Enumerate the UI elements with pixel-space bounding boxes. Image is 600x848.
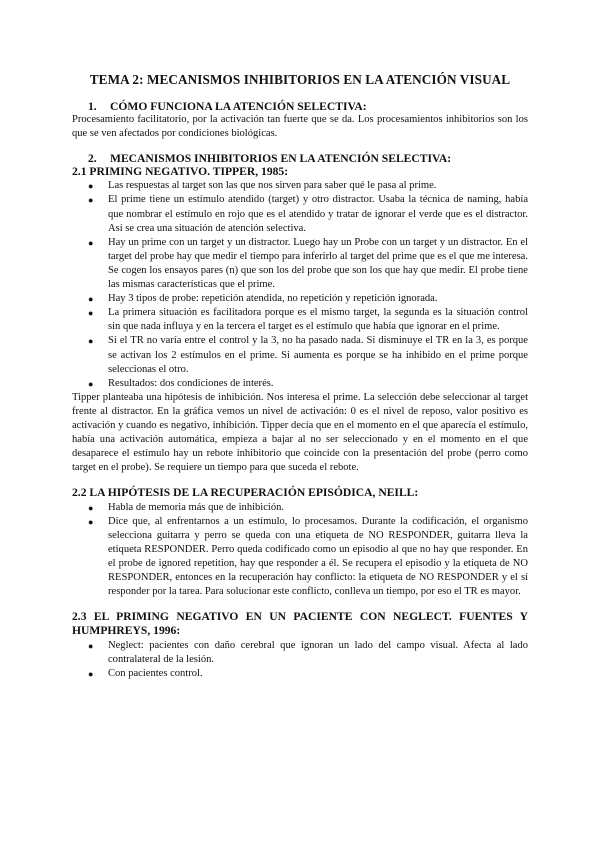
bullet-icon: ● xyxy=(88,640,94,651)
section-2-heading xyxy=(72,152,528,165)
list-item: ● Si el TR no varía entre el control y la 3, no ha pasado nada. Si disminuye el TR en la 3, es porque se activan los 2 estímulos en el prime. Si aumenta es porque se ha inhibido en el prime porque seleccionas el otro. xyxy=(88,335,528,375)
list-item: ● Con pacientes control. xyxy=(72,667,528,681)
list-item: ● Habla de memoria más que de inhibición. xyxy=(72,501,528,515)
subsection-2-3-heading-line-2: HUMPHREYS, 1996: xyxy=(72,624,181,638)
list-item: ● Las respuestas al target son las que nos sirven para saber qué le pasa al prime. xyxy=(72,179,528,193)
bullet-icon: ● xyxy=(88,294,94,305)
document-title: TEMA 2: MECANISMOS INHIBITORIOS EN LA ATENCIÓN VISUAL xyxy=(89,72,511,87)
section-2-number: 2. xyxy=(88,152,97,166)
subsection-2-2-heading: 2.2 LA HIPÓTESIS DE LA RECUPERACIÓN EPISÓDICA, NEILL: xyxy=(72,486,419,500)
section-1-paragraph: Procesamiento facilitatorio, por la activación tan fuerte que se da. Los procesamientos inhibitorios son los que se ven afectados por condiciones biológicas. xyxy=(72,114,528,140)
list-item: ● Resultados: dos condiciones de interés. xyxy=(72,377,528,391)
bullet-icon: ● xyxy=(88,516,94,527)
subsection-2-3-heading-line-1: 2.3 EL PRIMING NEGATIVO EN UN PACIENTE CON NEGLECT. FUENTES Y xyxy=(72,610,528,624)
subsection-2-1-paragraph: Tipper planteaba una hipótesis de inhibición. Nos interesa el prime. La selección debe seleccionar al target frente al distractor. En la gráfica vemos un nivel de activación: 0 es el nivel de reposo, valor positivo es activación y cuando es negativo, inhibición. Tipper decía que en el momento en el que aparecía el estímulo, había una activación automática, empieza a bajar al no ser seleccionado y en el momento en el que desaparece el estímulo hay un rebote inhibitorio que coincide con la presentación del probe (perro como target en el probe). Se requiere un tiempo para que suceda el rebote. xyxy=(72,391,528,474)
bullet-icon: ● xyxy=(88,308,94,319)
list-item: ● Neglect: pacientes con daño cerebral que ignoran un lado del campo visual. Afecta al lado contralateral de la lesión. xyxy=(88,639,528,665)
list-item: ● Hay un prime con un target y un distractor. Luego hay un Probe con un target y un distractor. En el target del probe hay que medir el tiempo para inferirlo al target del prime que es el que me interesa. Se cogen los ensayos pares (n) que son los del probe que son los que hay que medir. El probe tiene las mismas características que el prime. xyxy=(88,236,528,291)
subsection-2-3-bullet-list xyxy=(72,639,528,681)
bullet-icon: ● xyxy=(88,336,94,347)
bullet-icon: ● xyxy=(88,195,94,206)
section-1-number: 1. xyxy=(88,100,97,113)
list-item: ● La primera situación es facilitadora porque es el mismo target, la segunda es la situación control sin que nada influya y en la tercera el target es el estímulo que había que ignorar en el prime. xyxy=(88,307,528,333)
bullet-icon: ● xyxy=(88,378,94,389)
bullet-icon: ● xyxy=(88,181,94,192)
bullet-icon: ● xyxy=(88,668,94,679)
list-item: ● Dice que, al enfrentarnos a un estímulo, lo procesamos. Durante la codificación, el organismo selecciona guitarra y perro se queda con una etiqueta de NO RESPONDER, guitarra lleva la etiqueta RESPONDER. Perro queda codificado como un episodio al que no hay que responder. En el probe de ignored repetition, hay que responder a él. Se recupera el episodio y la etiqueta de NO RESPONDER, entonces en la recuperación hay conflicto: la etiqueta de NO RESPONDER y el sí responder por la tarea. Para solucionar este conflicto, conlleva un tiempo, por eso el TR es mayor. xyxy=(88,515,528,598)
subsection-2-1-heading: 2.1 PRIMING NEGATIVO. TIPPER, 1985: xyxy=(72,165,289,179)
subsection-2-1-bullet-list xyxy=(72,179,528,390)
list-item: ● Hay 3 tipos de probe: repetición atendida, no repetición y repetición ignorada. xyxy=(72,292,528,306)
subsection-2-2-bullet-list xyxy=(72,501,528,600)
document-page xyxy=(72,72,528,681)
bullet-icon: ● xyxy=(88,502,94,513)
section-1-heading-text: CÓMO FUNCIONA LA ATENCIÓN SELECTIVA: xyxy=(110,100,367,113)
bullet-icon: ● xyxy=(88,237,94,248)
section-2-heading-text: MECANISMOS INHIBITORIOS EN LA ATENCIÓN SELECTIVA: xyxy=(110,152,452,166)
section-1-heading xyxy=(72,100,528,113)
list-item: ● El prime tiene un estímulo atendido (target) y otro distractor. Usaba la técnica de naming, había que nombrar el estímulo en rojo que es el atendido y tratar de ignorar el verde que es el distractor. Así se crea una situación de atención selectiva. xyxy=(88,194,528,234)
